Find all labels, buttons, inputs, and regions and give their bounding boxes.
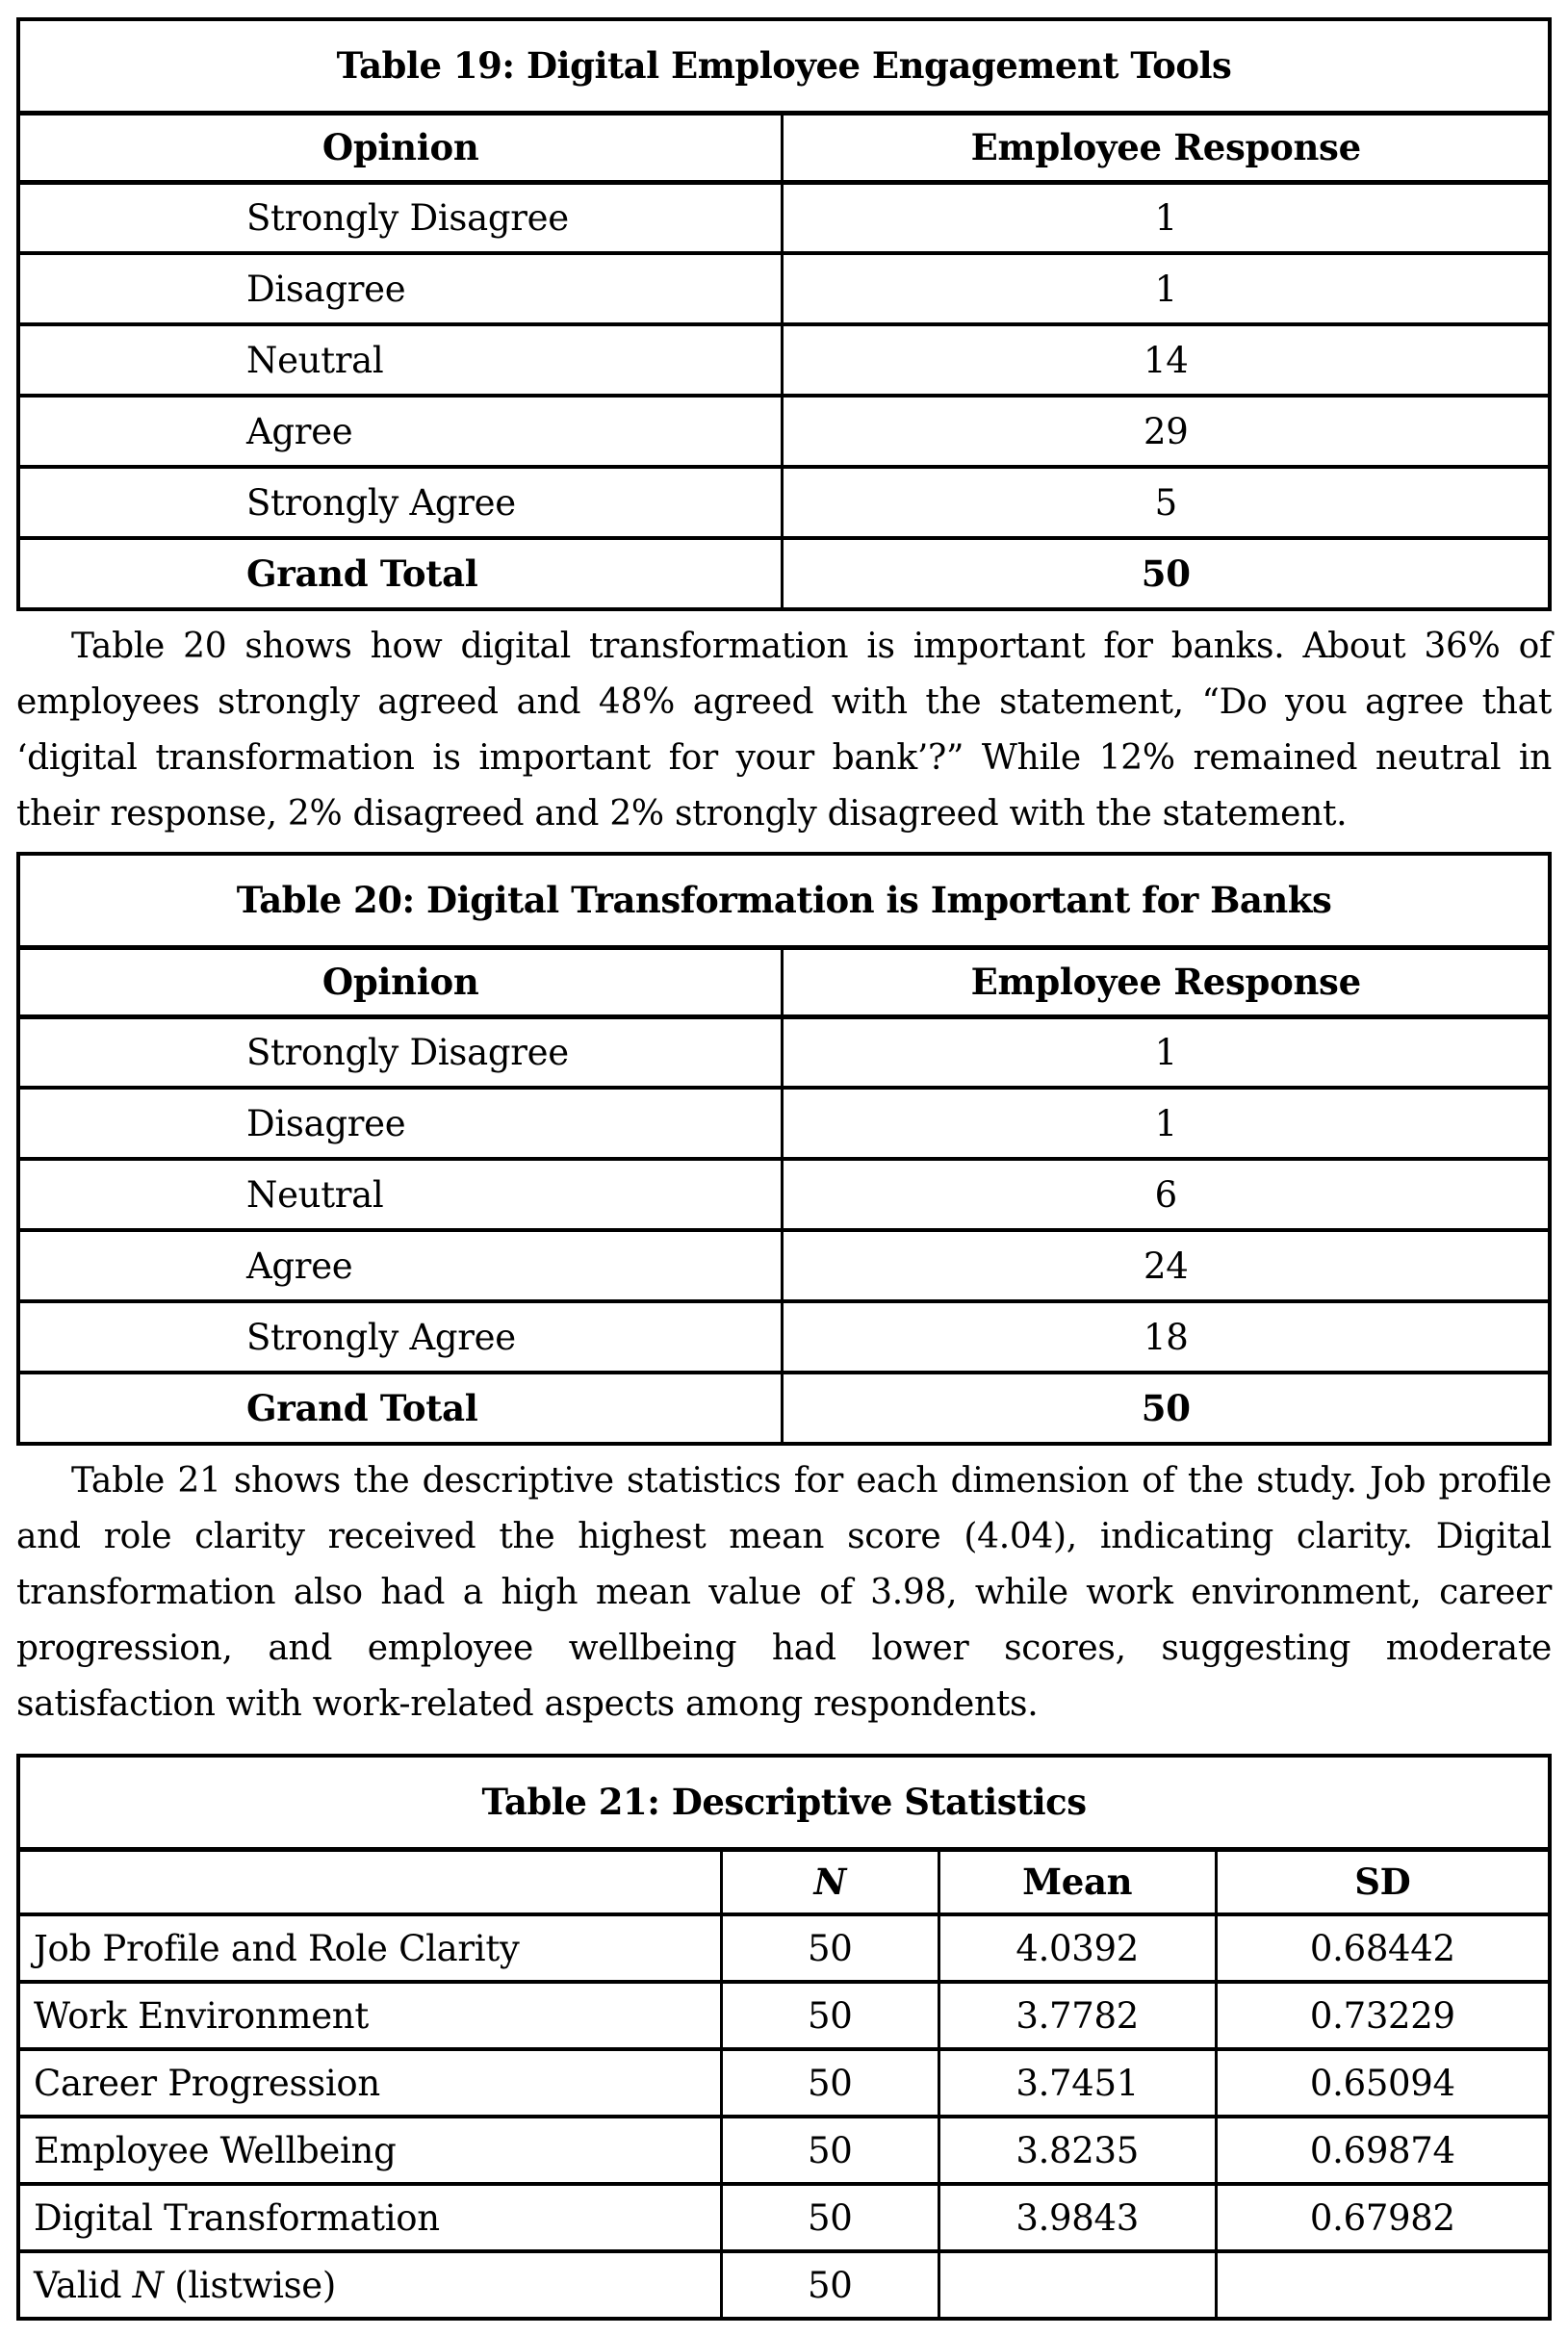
sd-value: 0.68442 [1216, 1914, 1550, 1982]
table-row [18, 253, 1550, 324]
table-row [18, 324, 1550, 396]
valid-n-prefix: Valid [34, 2264, 133, 2306]
opinion-cell: Agree [18, 1230, 783, 1301]
opinion-cell: Disagree [18, 1088, 783, 1159]
sd-value: 0.67982 [1216, 2184, 1550, 2251]
response-cell: 1 [783, 182, 1550, 253]
opinion-cell: Neutral [18, 324, 783, 396]
table-row [18, 1088, 1550, 1159]
grand-total-value: 50 [783, 538, 1550, 609]
dimension-label: Digital Transformation [18, 2184, 721, 2251]
paragraph-table21-summary: Table 21 shows the descriptive statistics for each dimension of the study. Job profile and role clarity received the highest mean score (4.04), indicating clarity. Digital transformation also had a high mean value of 3.98, while work environment, career progression, and employee wellbeing had lower scores, suggesting moderate satisfaction with work-related aspects among respondents. [16, 1461, 1552, 1724]
n-value: 50 [721, 1914, 938, 1982]
table-19 [16, 17, 1552, 611]
table-20-header-row [18, 947, 1550, 1016]
response-cell: 1 [783, 1016, 1550, 1088]
grand-total-row [18, 1373, 1550, 1444]
opinion-cell: Strongly Disagree [18, 182, 783, 253]
mean-value: 3.9843 [938, 2184, 1216, 2251]
sd-value [1216, 2251, 1550, 2319]
n-value: 50 [721, 1982, 938, 2049]
dimension-label: Work Environment [18, 1982, 721, 2049]
response-cell: 1 [783, 253, 1550, 324]
table-row [18, 1230, 1550, 1301]
table-row [18, 467, 1550, 538]
table-21 [16, 1754, 1552, 2321]
mean-value: 4.0392 [938, 1914, 1216, 1982]
paragraph-table20-summary: Table 20 shows how digital transformation is important for banks. About 36% of employees strongly agreed and 48% agreed with the statement, “Do you agree that ‘digital transformation is important for your bank’?” While 12% remained neutral in their response, 2% disagreed and 2% strongly disagreed with the statement. [16, 627, 1552, 834]
table-20-header-opinion: Opinion [18, 947, 783, 1016]
opinion-cell: Strongly Agree [18, 467, 783, 538]
table-row [18, 1914, 1550, 1982]
mean-value [938, 2251, 1216, 2319]
response-cell: 5 [783, 467, 1550, 538]
grand-total-label: Grand Total [18, 538, 783, 609]
response-cell: 29 [783, 396, 1550, 467]
response-cell: 1 [783, 1088, 1550, 1159]
valid-n-row [18, 2251, 1550, 2319]
response-cell: 14 [783, 324, 1550, 396]
table-19-header-row [18, 113, 1550, 182]
response-cell: 6 [783, 1159, 1550, 1230]
sd-value: 0.73229 [1216, 1982, 1550, 2049]
header-n: N [721, 1849, 938, 1914]
valid-n-letter: N [132, 2264, 164, 2306]
valid-n-suffix: (listwise) [163, 2264, 337, 2306]
grand-total-value: 50 [783, 1373, 1550, 1444]
opinion-cell: Agree [18, 396, 783, 467]
response-cell: 18 [783, 1301, 1550, 1373]
table-19-title: Table 19: Digital Employee Engagement Tools [18, 19, 1550, 113]
table-row [18, 1159, 1550, 1230]
table-20-header-response: Employee Response [783, 947, 1550, 1016]
table-row [18, 1016, 1550, 1088]
mean-value: 3.7782 [938, 1982, 1216, 2049]
table-19-header-response: Employee Response [783, 113, 1550, 182]
opinion-cell: Strongly Agree [18, 1301, 783, 1373]
table-19-title-row [18, 19, 1550, 113]
table-20-title: Table 20: Digital Transformation is Important for Banks [18, 854, 1550, 947]
table-21-header-row [18, 1849, 1550, 1914]
table-row [18, 1982, 1550, 2049]
sd-value: 0.65094 [1216, 2049, 1550, 2117]
table-20-title-row [18, 854, 1550, 947]
table-row [18, 2049, 1550, 2117]
header-mean: Mean [938, 1849, 1216, 1914]
dimension-label: Employee Wellbeing [18, 2117, 721, 2184]
response-cell: 24 [783, 1230, 1550, 1301]
n-value: 50 [721, 2184, 938, 2251]
valid-n-label [18, 2251, 721, 2319]
mean-value: 3.8235 [938, 2117, 1216, 2184]
table-21-title-row [18, 1756, 1550, 1849]
table-row [18, 396, 1550, 467]
table-row [18, 1301, 1550, 1373]
dimension-label: Job Profile and Role Clarity [18, 1914, 721, 1982]
header-sd: SD [1216, 1849, 1550, 1914]
n-value: 50 [721, 2049, 938, 2117]
grand-total-row [18, 538, 1550, 609]
table-row [18, 2184, 1550, 2251]
opinion-cell: Strongly Disagree [18, 1016, 783, 1088]
opinion-cell: Disagree [18, 253, 783, 324]
table-row [18, 182, 1550, 253]
sd-value: 0.69874 [1216, 2117, 1550, 2184]
dimension-label: Career Progression [18, 2049, 721, 2117]
mean-value: 3.7451 [938, 2049, 1216, 2117]
opinion-cell: Neutral [18, 1159, 783, 1230]
table-21-title: Table 21: Descriptive Statistics [18, 1756, 1550, 1849]
n-value: 50 [721, 2117, 938, 2184]
table-19-header-opinion: Opinion [18, 113, 783, 182]
table-20 [16, 852, 1552, 1446]
table-row [18, 2117, 1550, 2184]
n-value: 50 [721, 2251, 938, 2319]
grand-total-label: Grand Total [18, 1373, 783, 1444]
empty-header-cell [18, 1849, 721, 1914]
